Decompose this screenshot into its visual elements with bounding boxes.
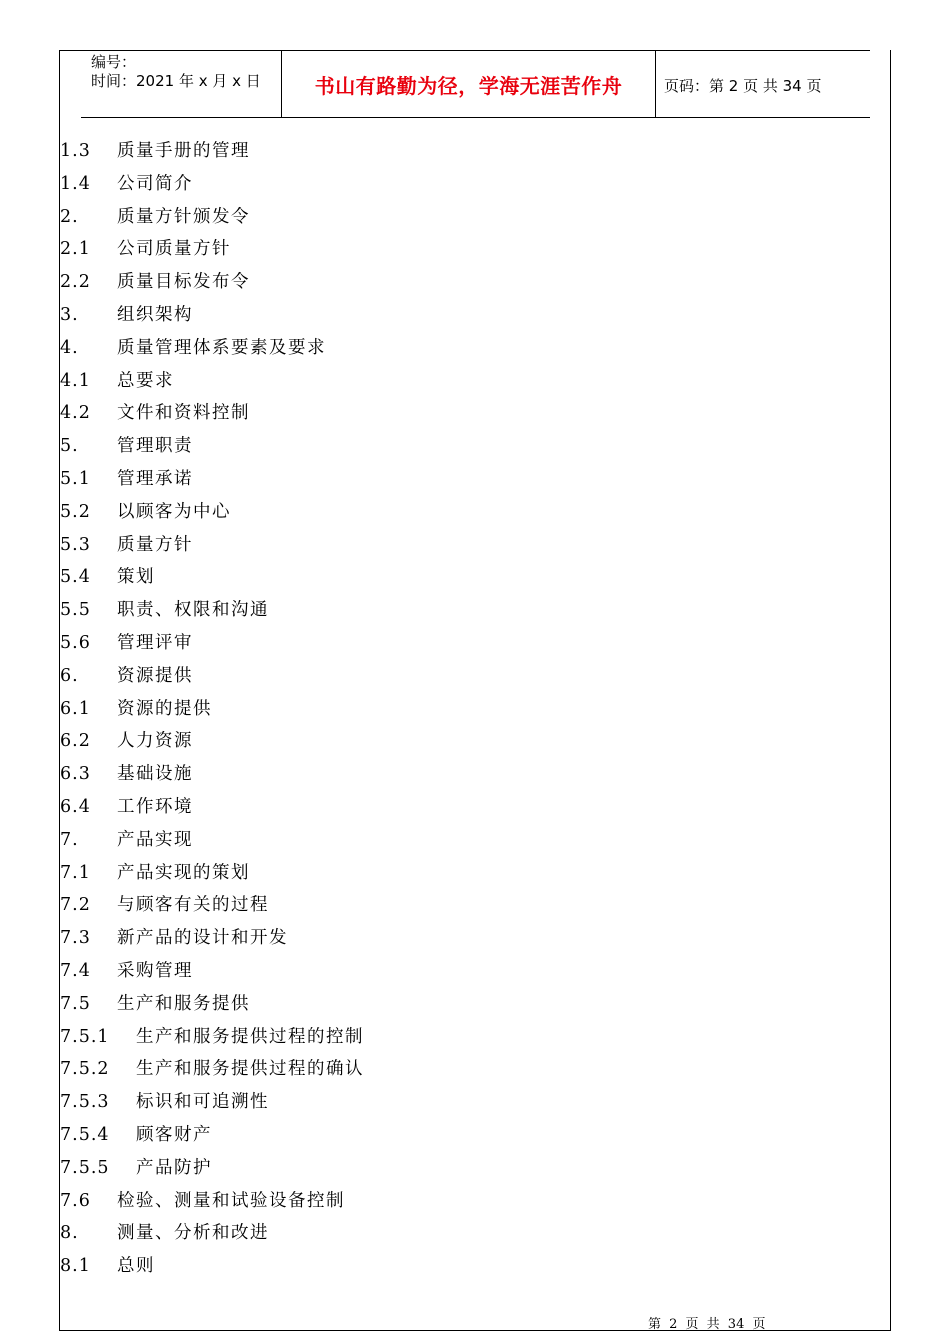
toc-entry-number: 7.5.1 <box>60 1026 110 1047</box>
toc-entry-number: 7.3 <box>60 928 91 949</box>
toc-entry-title: 采购管理 <box>117 960 193 981</box>
toc-entry-title: 测量、分析和改进 <box>117 1223 269 1244</box>
toc-entry-number: 5.6 <box>60 632 91 653</box>
toc-entry-title: 职责、权限和沟通 <box>117 600 269 621</box>
toc-entry-number: 5.1 <box>60 468 91 489</box>
toc-entry <box>60 758 880 791</box>
toc-entry <box>60 1185 880 1218</box>
toc-entry-title: 总要求 <box>117 370 174 391</box>
toc-entry-number: 6.1 <box>60 698 91 719</box>
toc-entry-title: 人力资源 <box>117 731 193 752</box>
toc-entry-title: 工作环境 <box>117 796 193 817</box>
header-motto: 书山有路勤为径，学海无涯苦作舟 <box>314 74 623 98</box>
toc-entry-title: 生产和服务提供 <box>117 993 250 1014</box>
toc-entry-number: 2. <box>60 206 79 227</box>
header-page-number: 页码：第 2 页 共 34 页 <box>664 77 822 95</box>
toc-entry-number: 5.3 <box>60 534 91 555</box>
toc-entry-title: 管理职责 <box>117 436 193 457</box>
toc-entry-number: 7.1 <box>60 862 91 883</box>
toc-entry <box>60 693 880 726</box>
toc-entry <box>60 168 880 201</box>
toc-entry-title: 管理评审 <box>117 632 193 653</box>
toc-entry <box>60 791 880 824</box>
toc-entry <box>60 1119 880 1152</box>
toc-entry <box>60 1053 880 1086</box>
toc-entry-title: 资源提供 <box>117 665 193 686</box>
toc-entry-number: 7.4 <box>60 960 91 981</box>
toc-entry-number: 1.3 <box>60 141 91 161</box>
toc-entry-number: 6. <box>60 665 79 686</box>
toc-entry-title: 生产和服务提供过程的确认 <box>136 1059 364 1080</box>
toc-entry-title: 质量管理体系要素及要求 <box>117 337 326 358</box>
toc-entry-title: 与顾客有关的过程 <box>117 895 269 916</box>
toc-entry-number: 8.1 <box>60 1256 91 1277</box>
toc-entry-number: 7.5.2 <box>60 1059 110 1080</box>
footer-page-number: 第 2 页 共 34 页 <box>648 1317 766 1332</box>
toc-entry-title: 组织架构 <box>117 304 193 325</box>
header-bottom-rule <box>81 117 870 118</box>
toc-entry <box>60 365 880 398</box>
toc-entry-title: 策划 <box>117 567 155 588</box>
toc-entry-title: 总则 <box>117 1256 155 1277</box>
toc-entry <box>60 660 880 693</box>
toc-entry <box>60 857 880 890</box>
toc-entry <box>60 561 880 594</box>
toc-entry-title: 质量目标发布令 <box>117 272 250 293</box>
toc-entry-title: 管理承诺 <box>117 468 193 489</box>
document-number-label: 编号： <box>91 53 137 71</box>
toc-entry-number: 6.4 <box>60 796 91 817</box>
toc-entry-number: 1.4 <box>60 173 91 194</box>
toc-entry-number: 5.2 <box>60 501 91 522</box>
toc-entry-title: 质量手册的管理 <box>117 141 250 161</box>
toc-entry-title: 顾客财产 <box>136 1124 212 1145</box>
toc-entry <box>60 397 880 430</box>
toc-entry-title: 产品防护 <box>136 1157 212 1178</box>
toc-entry-number: 4.2 <box>60 403 91 424</box>
toc-entry <box>60 889 880 922</box>
toc-entry-number: 7.5 <box>60 993 91 1014</box>
toc-entry-title: 产品实现的策划 <box>117 862 250 883</box>
toc-entry-number: 6.3 <box>60 764 91 785</box>
toc-entry <box>60 266 880 299</box>
toc-entry-title: 新产品的设计和开发 <box>117 928 288 949</box>
toc-entry-number: 7.5.4 <box>60 1124 110 1145</box>
header-divider-right <box>655 50 656 117</box>
toc-entry <box>60 529 880 562</box>
toc-entry <box>60 463 880 496</box>
toc-entry <box>60 955 880 988</box>
toc-entry <box>60 922 880 955</box>
toc-entry <box>60 430 880 463</box>
toc-entry-number: 7.5.3 <box>60 1092 110 1113</box>
toc-entry-number: 7. <box>60 829 79 850</box>
toc-entry-title: 文件和资料控制 <box>117 403 250 424</box>
toc-entry <box>60 594 880 627</box>
toc-entry-number: 5.4 <box>60 567 91 588</box>
toc-entry <box>60 1021 880 1054</box>
toc-entry-number: 4.1 <box>60 370 91 391</box>
toc-entry <box>60 299 880 332</box>
toc-entry <box>60 988 880 1021</box>
toc-entry <box>60 1086 880 1119</box>
toc-entry <box>60 824 880 857</box>
toc-entry-number: 4. <box>60 337 79 358</box>
table-of-contents <box>60 135 880 1283</box>
toc-entry-title: 生产和服务提供过程的控制 <box>136 1026 364 1047</box>
header-top-rule <box>59 50 870 51</box>
toc-entry-title: 标识和可追溯性 <box>136 1092 269 1113</box>
toc-entry-title: 公司简介 <box>117 173 193 194</box>
toc-entry <box>60 233 880 266</box>
toc-entry-number: 2.2 <box>60 272 91 293</box>
toc-entry <box>60 1152 880 1185</box>
toc-entry <box>60 135 880 168</box>
toc-entry <box>60 496 880 529</box>
toc-entry <box>60 332 880 365</box>
toc-entry-number: 5. <box>60 436 79 457</box>
toc-entry <box>60 201 880 234</box>
document-date: 时间：2021 年 x 月 x 日 <box>91 72 261 90</box>
toc-entry-title: 质量方针颁发令 <box>117 206 250 227</box>
toc-entry-title: 检验、测量和试验设备控制 <box>117 1190 345 1211</box>
toc-entry-title: 基础设施 <box>117 764 193 785</box>
toc-entry-number: 7.5.5 <box>60 1157 110 1178</box>
toc-entry <box>60 627 880 660</box>
toc-entry-number: 7.6 <box>60 1190 91 1211</box>
toc-entry-title: 公司质量方针 <box>117 239 231 260</box>
toc-entry-number: 6.2 <box>60 731 91 752</box>
toc-entry-number: 7.2 <box>60 895 91 916</box>
toc-entry <box>60 1217 880 1250</box>
toc-entry-title: 产品实现 <box>117 829 193 850</box>
toc-entry <box>60 1250 880 1283</box>
toc-entry-number: 2.1 <box>60 239 91 260</box>
toc-entry-title: 资源的提供 <box>117 698 212 719</box>
toc-entry-number: 3. <box>60 304 79 325</box>
toc-entry-number: 8. <box>60 1223 79 1244</box>
toc-entry-number: 5.5 <box>60 600 91 621</box>
toc-entry <box>60 725 880 758</box>
toc-entry-title: 质量方针 <box>117 534 193 555</box>
toc-entry-title: 以顾客为中心 <box>117 501 231 522</box>
